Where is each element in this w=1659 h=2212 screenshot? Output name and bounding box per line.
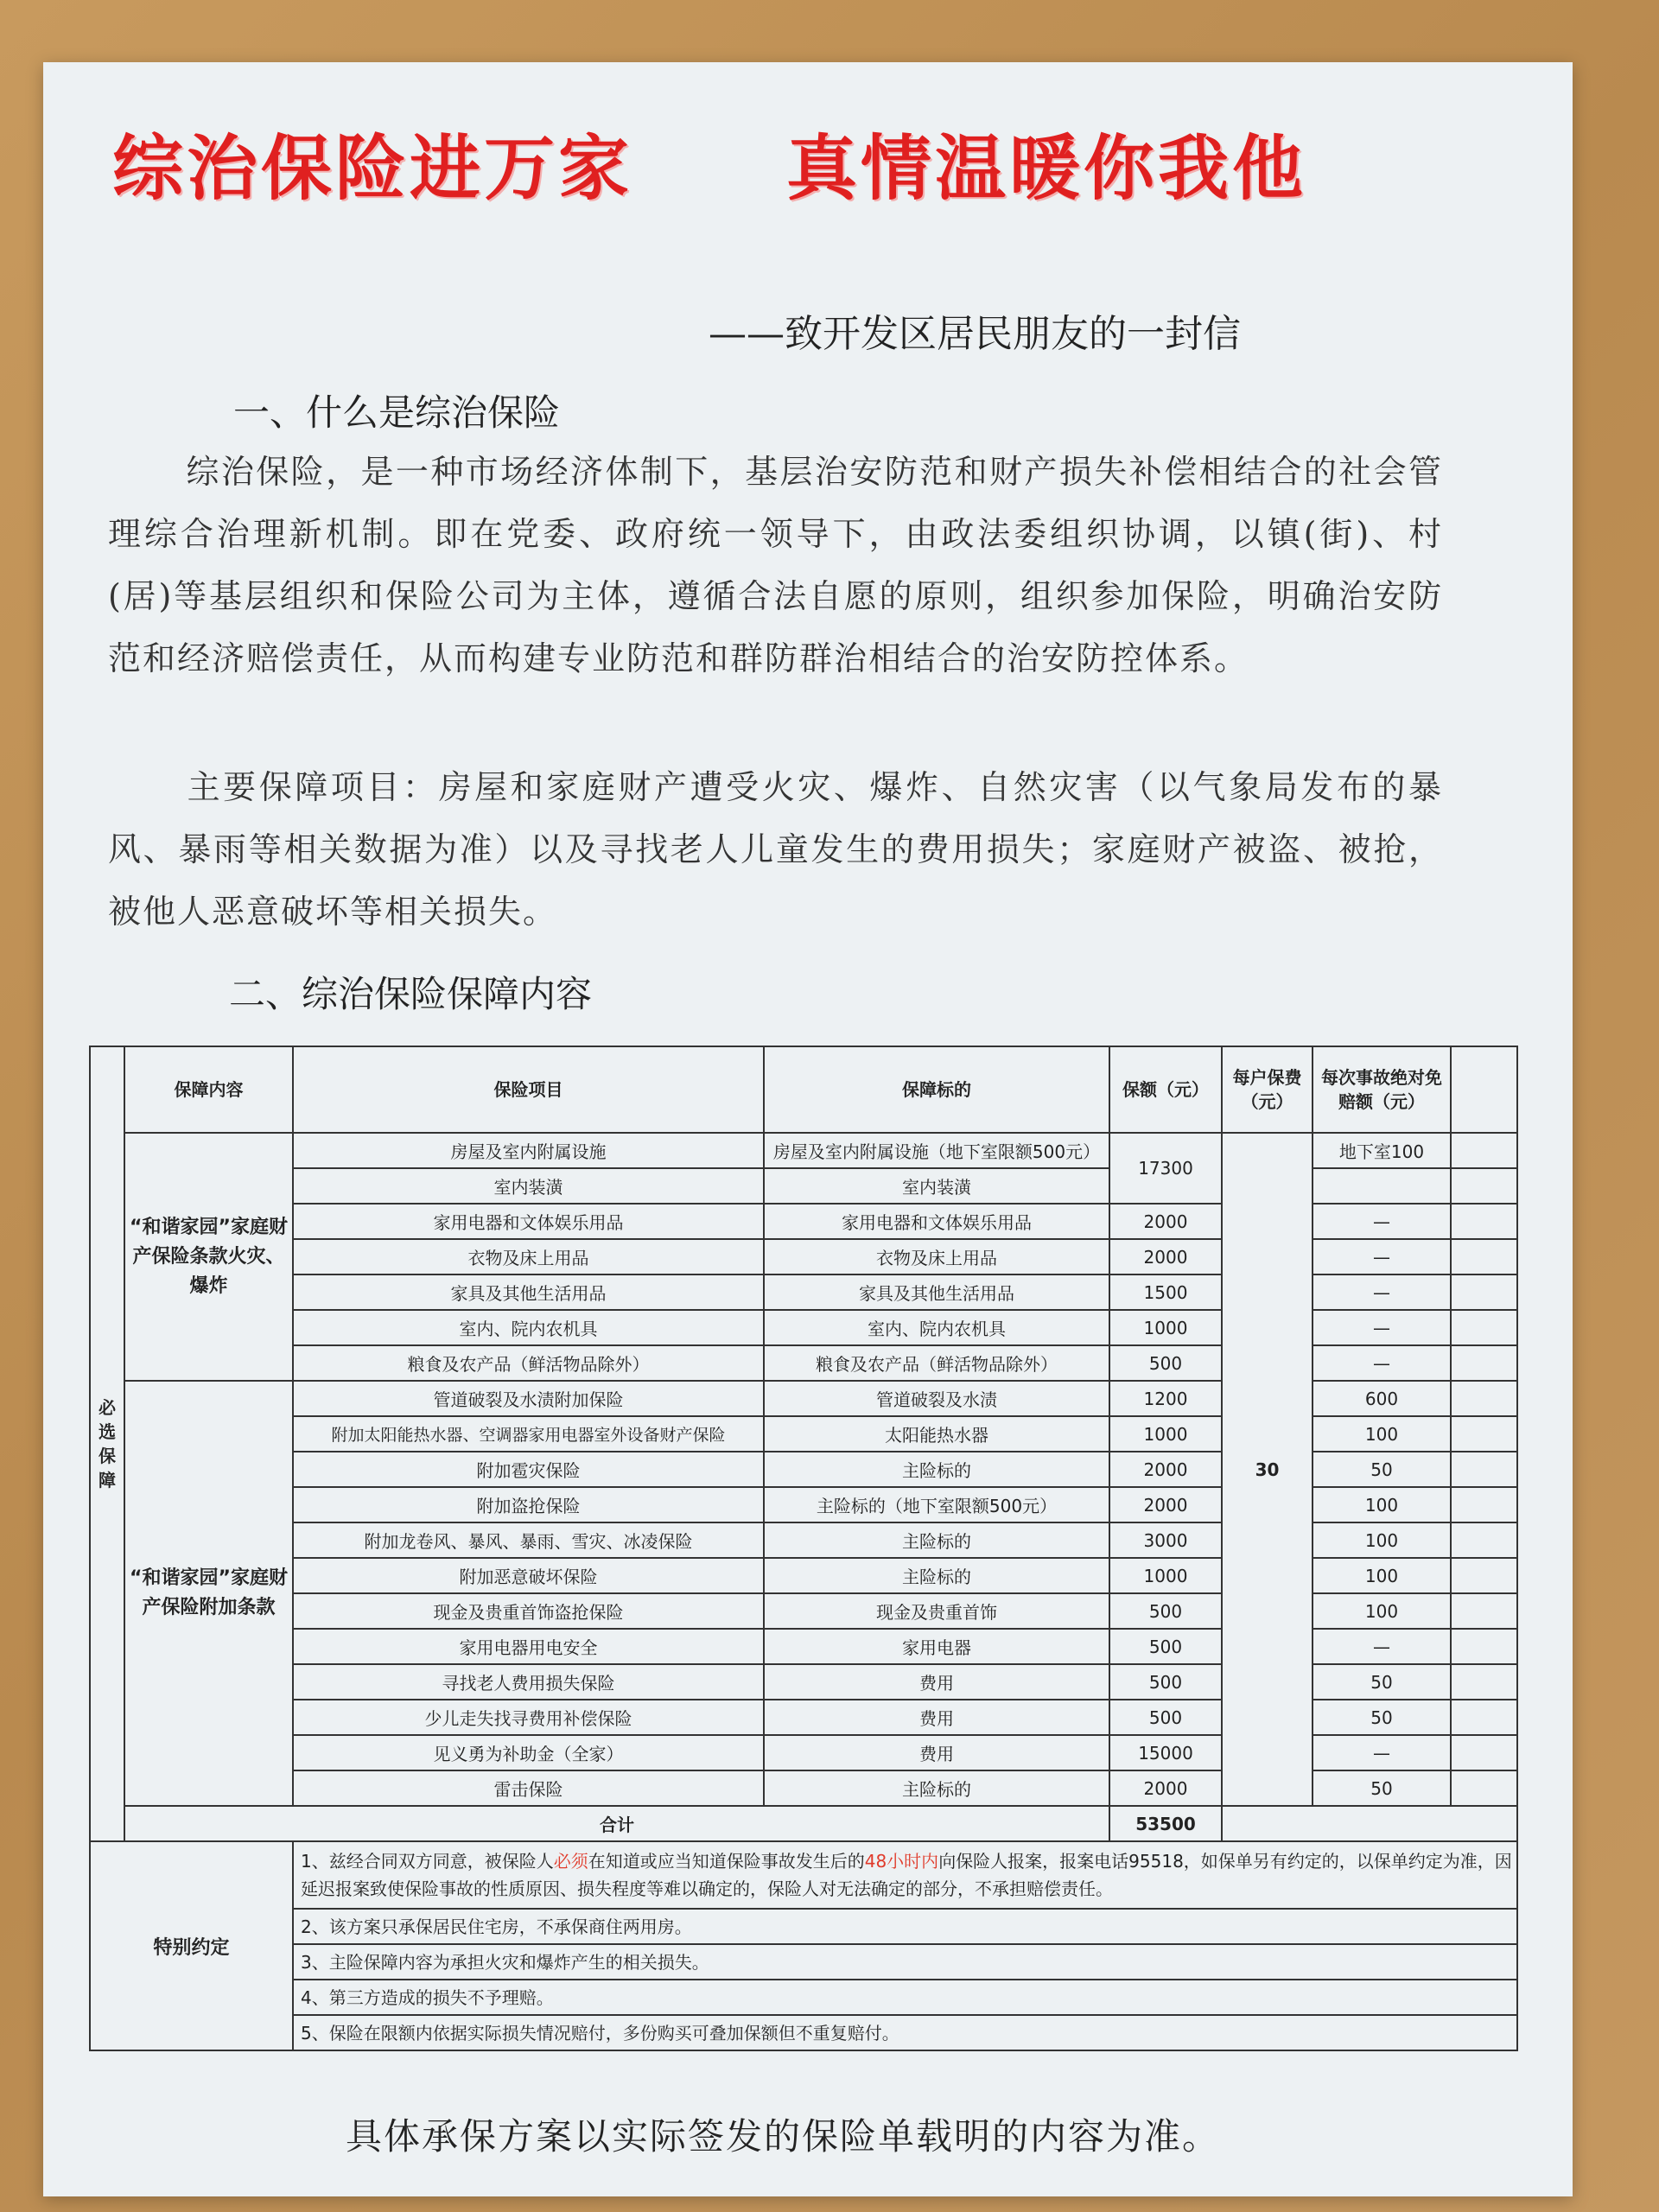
row-item: 见义勇为补助金（全家） (293, 1735, 764, 1770)
row-subject: 主险标的 (764, 1558, 1109, 1593)
row-blank (1451, 1593, 1517, 1629)
row-amount: 2000 (1109, 1452, 1222, 1487)
row-deductible: 50 (1313, 1700, 1451, 1735)
row-item: 雷击保险 (293, 1770, 764, 1806)
group1-label: “和谐家园”家庭财产保险条款火灾、爆炸 (124, 1133, 293, 1381)
note-row (90, 2015, 1517, 2050)
header-deductible: 每次事故绝对免赔额（元） (1313, 1046, 1451, 1133)
row-deductible: — (1313, 1345, 1451, 1381)
note-2: 2、该方案只承保居民住宅房，不承保商住两用房。 (293, 1909, 1517, 1944)
note-5: 5、保险在限额内依据实际损失情况赔付，多份购买可叠加保额但不重复赔付。 (293, 2015, 1517, 2050)
row-amount: 1200 (1109, 1381, 1222, 1416)
row-deductible: 50 (1313, 1664, 1451, 1700)
note-1-part-c: 向保险人报案，报案电话95518，如保单另有约定的，以保单约定为准，因延迟报案致使保险事故的性质原因、损失程度等难以确定的，保险人对无法确定的部分，不承担赔偿责任。 (301, 1851, 1512, 1899)
header-item: 保险项目 (293, 1046, 764, 1133)
special-label: 特别约定 (90, 1841, 293, 2050)
header-content: 保障内容 (124, 1046, 293, 1133)
note-4: 4、第三方造成的损失不予理赔。 (293, 1980, 1517, 2015)
row-blank (1451, 1416, 1517, 1452)
row-amount: 500 (1109, 1700, 1222, 1735)
note-1-part-a: 1、兹经合同双方同意，被保险人 (301, 1851, 554, 1872)
row-subject: 主险标的 (764, 1522, 1109, 1558)
row-item: 现金及贵重首饰盗抢保险 (293, 1593, 764, 1629)
row-subject: 主险标的 (764, 1452, 1109, 1487)
row-blank (1451, 1558, 1517, 1593)
row-deductible: — (1313, 1274, 1451, 1310)
row-amount: 500 (1109, 1345, 1222, 1381)
note-1-part-b: 在知道或应当知道保险事故发生后的 (588, 1851, 865, 1872)
row-amount: 500 (1109, 1664, 1222, 1700)
header-blank (1451, 1046, 1517, 1133)
row-item: 附加盗抢保险 (293, 1487, 764, 1522)
row-deductible: — (1313, 1204, 1451, 1239)
row-subject: 衣物及床上用品 (764, 1239, 1109, 1274)
total-blank (1222, 1806, 1517, 1841)
row-item: 粮食及农产品（鲜活物品除外） (293, 1345, 764, 1381)
note-3: 3、主险保障内容为承担火灾和爆炸产生的相关损失。 (293, 1944, 1517, 1980)
row-subject: 费用 (764, 1735, 1109, 1770)
row-blank (1451, 1274, 1517, 1310)
row-amount: 1000 (1109, 1558, 1222, 1593)
row-item: 管道破裂及水渍附加保险 (293, 1381, 764, 1416)
row-subject: 家用电器和文体娱乐用品 (764, 1204, 1109, 1239)
subtitle: ——致开发区居民朋友的一封信 (709, 312, 1241, 356)
total-row (90, 1806, 1517, 1841)
row-subject: 主险标的 (764, 1770, 1109, 1806)
row-item: 少儿走失找寻费用补偿保险 (293, 1700, 764, 1735)
row-blank (1451, 1168, 1517, 1204)
row-deductible: 地下室100 (1313, 1133, 1451, 1168)
row-item: 附加龙卷风、暴风、暴雨、雪灾、冰凌保险 (293, 1522, 764, 1558)
section1-paragraph2 (108, 756, 1443, 943)
total-label: 合计 (124, 1806, 1109, 1841)
row-deductible: 100 (1313, 1558, 1451, 1593)
row-item: 附加太阳能热水器、空调器家用电器室外设备财产保险 (293, 1416, 764, 1452)
row-subject: 粮食及农产品（鲜活物品除外） (764, 1345, 1109, 1381)
row-item: 房屋及室内附属设施 (293, 1133, 764, 1168)
row-subject: 室内装潢 (764, 1168, 1109, 1204)
section2-heading: 二、综治保险保障内容 (229, 973, 593, 1015)
row-deductible: — (1313, 1735, 1451, 1770)
row-deductible: — (1313, 1310, 1451, 1345)
row-amount: 2000 (1109, 1204, 1222, 1239)
row-item: 家用电器和文体娱乐用品 (293, 1204, 764, 1239)
row-item: 室内、院内农机具 (293, 1310, 764, 1345)
row-blank (1451, 1770, 1517, 1806)
row-blank (1451, 1522, 1517, 1558)
coverage-table (89, 1046, 1518, 2051)
row-blank (1451, 1700, 1517, 1735)
row-item: 衣物及床上用品 (293, 1239, 764, 1274)
row-deductible: 50 (1313, 1452, 1451, 1487)
row-blank (1451, 1310, 1517, 1345)
row-blank (1451, 1204, 1517, 1239)
row-deductible: 100 (1313, 1416, 1451, 1452)
table-header-row (90, 1046, 1517, 1133)
row-subject: 费用 (764, 1700, 1109, 1735)
row-subject: 家用电器 (764, 1629, 1109, 1664)
row-deductible: 50 (1313, 1770, 1451, 1806)
row-amount: 2000 (1109, 1239, 1222, 1274)
headline (112, 112, 1408, 216)
row-subject: 室内、院内农机具 (764, 1310, 1109, 1345)
note-1-red-must: 必须 (553, 1851, 588, 1872)
row-blank (1451, 1452, 1517, 1487)
row-subject: 主险标的（地下室限额500元） (764, 1487, 1109, 1522)
fee-cell: 30 (1222, 1133, 1313, 1806)
row-item: 寻找老人费用损失保险 (293, 1664, 764, 1700)
row-deductible: 100 (1313, 1487, 1451, 1522)
note-row (90, 1841, 1517, 1909)
header-amount: 保额（元） (1109, 1046, 1222, 1133)
row-item: 附加雹灾保险 (293, 1452, 764, 1487)
note-row (90, 1980, 1517, 2015)
header-fee: 每户保费（元） (1222, 1046, 1313, 1133)
row-blank (1451, 1239, 1517, 1274)
row-blank (1451, 1133, 1517, 1168)
total-amount: 53500 (1109, 1806, 1222, 1841)
group2-label: “和谐家园”家庭财产保险附加条款 (124, 1381, 293, 1806)
row-amount: 15000 (1109, 1735, 1222, 1770)
row-subject: 太阳能热水器 (764, 1416, 1109, 1452)
row-deductible: 100 (1313, 1522, 1451, 1558)
row-subject: 房屋及室内附属设施（地下室限额500元） (764, 1133, 1109, 1168)
section1-heading: 一、什么是综治保险 (233, 391, 561, 434)
note-1 (293, 1841, 1517, 1909)
table-row (90, 1133, 1517, 1168)
row-deductible: — (1313, 1239, 1451, 1274)
row-blank (1451, 1664, 1517, 1700)
row-blank (1451, 1735, 1517, 1770)
section1-para1-text: 综治保险，是一种市场经济体制下，基层治安防范和财产损失补偿相结合的社会管理综合治理新机制。即在党委、政府统一领导下，由政法委组织协调，以镇(街)、村(居)等基层组织和保险公司为主体，遵循合法自愿的原则，组织参加保险，明确治安防范和经济赔偿责任，从而构建专业防范和群防群治相结合的治安防控体系。 (108, 453, 1443, 677)
row-amount: 1000 (1109, 1310, 1222, 1345)
row-blank (1451, 1487, 1517, 1522)
row-amount: 1000 (1109, 1416, 1222, 1452)
row-item: 家具及其他生活用品 (293, 1274, 764, 1310)
row-blank (1451, 1345, 1517, 1381)
merged-amount: 17300 (1109, 1133, 1222, 1204)
row-amount: 1500 (1109, 1274, 1222, 1310)
headline-left: 综治保险进万家 (112, 128, 633, 210)
row-deductible: — (1313, 1629, 1451, 1664)
row-item: 附加恶意破坏保险 (293, 1558, 764, 1593)
row-blank (1451, 1381, 1517, 1416)
row-deductible: 100 (1313, 1593, 1451, 1629)
row-subject: 现金及贵重首饰 (764, 1593, 1109, 1629)
row-amount: 500 (1109, 1629, 1222, 1664)
row-deductible (1313, 1168, 1451, 1204)
row-item: 室内装潢 (293, 1168, 764, 1204)
side-label: 必选保障 (99, 1397, 116, 1491)
row-subject: 费用 (764, 1664, 1109, 1700)
note-1-red-48h: 48小时内 (864, 1851, 939, 1872)
side-label-cell (90, 1046, 124, 1841)
row-deductible: 600 (1313, 1381, 1451, 1416)
headline-right: 真情温暖你我他 (786, 128, 1307, 210)
row-amount: 2000 (1109, 1487, 1222, 1522)
footer-note: 具体承保方案以实际签发的保险单载明的内容为准。 (346, 2115, 1221, 2158)
row-subject: 管道破裂及水渍 (764, 1381, 1109, 1416)
section1-paragraph1 (108, 441, 1443, 690)
note-row (90, 1944, 1517, 1980)
section1-para2-text: 主要保障项目：房屋和家庭财产遭受火灾、爆炸、自然灾害（以气象局发布的暴风、暴雨等相关数据为准）以及寻找老人儿童发生的费用损失；家庭财产被盗、被抢，被他人恶意破坏等相关损失。 (108, 768, 1443, 931)
row-blank (1451, 1629, 1517, 1664)
row-item: 家用电器用电安全 (293, 1629, 764, 1664)
row-subject: 家具及其他生活用品 (764, 1274, 1109, 1310)
row-amount: 3000 (1109, 1522, 1222, 1558)
note-row (90, 1909, 1517, 1944)
row-amount: 2000 (1109, 1770, 1222, 1806)
header-subject: 保障标的 (764, 1046, 1109, 1133)
row-amount: 500 (1109, 1593, 1222, 1629)
